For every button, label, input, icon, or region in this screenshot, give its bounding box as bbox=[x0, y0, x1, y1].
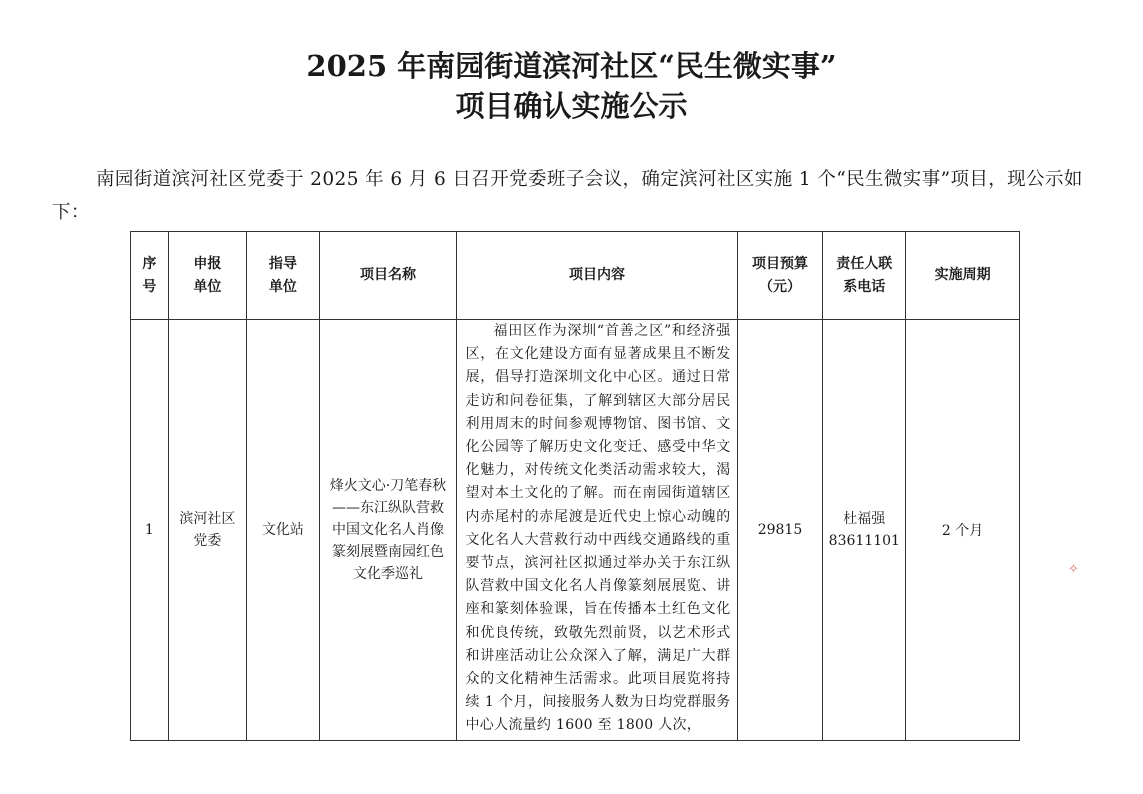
table-header-row bbox=[131, 232, 1020, 320]
cell-name: 烽火文心·刀笔春秋——东江纵队营救中国文化名人肖像篆刻展暨南园红色文化季巡礼 bbox=[319, 320, 457, 741]
table-row bbox=[131, 320, 1020, 741]
cell-period: 2 个月 bbox=[906, 320, 1020, 741]
person-name: 杜福强 bbox=[843, 511, 886, 527]
document-title-line1: 2025 年南园街道滨河社区“民生微实事” bbox=[306, 49, 837, 83]
header-unit: 申报单位 bbox=[168, 232, 246, 320]
red-pen-mark-icon: ✧ bbox=[1068, 562, 1079, 577]
cell-content-text: 福田区作为深圳“首善之区”和经济强区，在文化建设方面有显著成果且不断发展，倡导打造深圳文化中心区。通过日常走访和问卷征集，了解到辖区大部分居民利用周末的时间参观博物馆、图书馆、文化公园等了解历史文化变迁、感受中华文化魅力，对传统文化类活动需求较大，渴望对本土文化的了解。而在南园街道辖区内赤尾村的赤尾渡是近代史上惊心动魄的文化名人大营救行动中西线交通路线的重要节点，滨河社区拟通过举办关于东江纵队营救中国文化名人肖像篆刻展展览、讲座和篆刻体验课，旨在传播本土红色文化和优良传统，致敬先烈前贤，以艺术形式和讲座活动让公众深入了解，满足广大群众的文化精神生活需求。此项目展览将持续 1 个月，间接服务人数为日均党群服务中心人流量约 1600 至 1800 人次， bbox=[465, 323, 731, 734]
cell-content bbox=[457, 320, 737, 741]
cell-no: 1 bbox=[131, 320, 169, 741]
document-title-line2: 项目确认实施公示 bbox=[455, 89, 688, 123]
header-content: 项目内容 bbox=[457, 232, 737, 320]
cell-guide: 文化站 bbox=[247, 320, 319, 741]
intro-paragraph: 南园街道滨河社区党委于 2025 年 6 月 6 日召开党委班子会议，确定滨河社区实施 1 个“民生微实事”项目，现公示如下： bbox=[52, 169, 1083, 223]
header-person: 责任人联系电话 bbox=[823, 232, 906, 320]
cell-budget: 29815 bbox=[737, 320, 823, 741]
project-table bbox=[130, 231, 1020, 741]
header-budget: 项目预算（元） bbox=[737, 232, 823, 320]
person-phone: 83611101 bbox=[828, 533, 900, 549]
header-no: 序号 bbox=[131, 232, 169, 320]
header-period: 实施周期 bbox=[906, 232, 1020, 320]
header-name: 项目名称 bbox=[319, 232, 457, 320]
cell-person bbox=[823, 320, 906, 741]
cell-unit: 滨河社区党委 bbox=[168, 320, 246, 741]
header-guide: 指导单位 bbox=[247, 232, 319, 320]
